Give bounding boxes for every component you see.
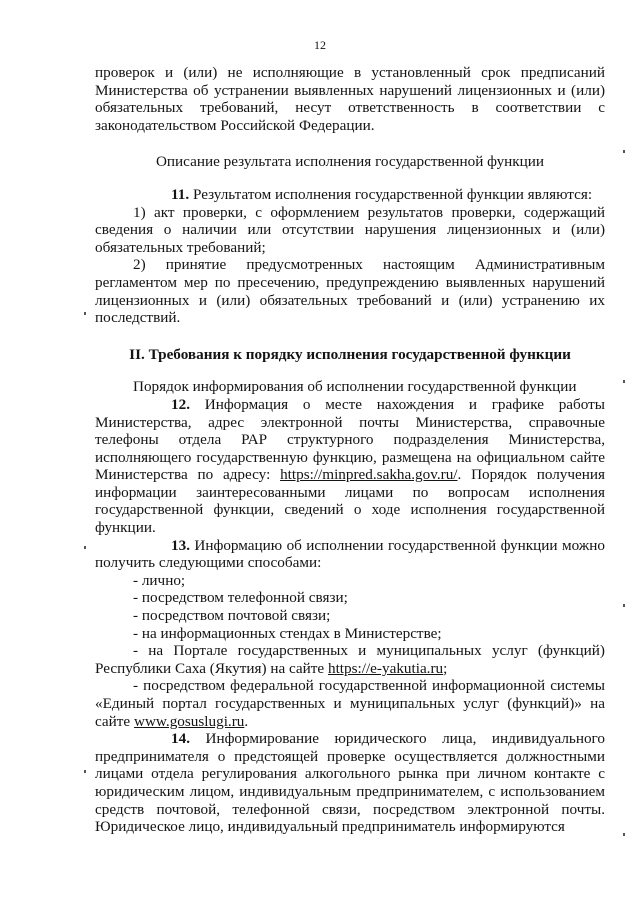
paragraph-number: 14.: [171, 730, 190, 748]
list-item-epgu: - посредством федеральной государственной информационной системы «Единый портал государственных и муниципальных услуг (функций)» на сайте www.gosuslugi.ru.: [95, 677, 605, 730]
paragraph-text: Информацию об исполнении государственной функции можно получить следующими способами:: [95, 536, 605, 572]
scan-speck: [84, 770, 86, 773]
scan-speck: [623, 380, 625, 383]
gosuslugi-link[interactable]: www.gosuslugi.ru: [133, 712, 245, 730]
paragraph-text: Информация о месте нахождения и графике работы Министерства, адрес электронной почты Министерства, справочные телефоны отдела РАР структурного подразделения Министерства, исполняющего государственную функцию, размещена на официальном сайте Министерства по адресу:: [95, 395, 606, 484]
paragraph-text-end: . Порядок получения информации заинтересованными лицами по вопросам исполнения государственной функции, сведений о ходе исполнения государственной функции.: [95, 466, 606, 537]
paragraph-text: Результатом исполнения государственной функции являются:: [192, 185, 593, 203]
list-item: - посредством телефонной связи;: [133, 589, 348, 607]
ministry-site-link[interactable]: https://minpred.sakha.gov.ru/: [280, 466, 458, 484]
list-item: - на информационных стендах в Министерстве;: [133, 624, 442, 642]
list-item: - лично;: [133, 571, 186, 589]
paragraph-number: 11.: [171, 185, 190, 203]
page-number: 12: [314, 38, 326, 52]
document-body: [95, 64, 605, 836]
paragraph-13: [95, 537, 605, 572]
paragraph-number: 13.: [171, 536, 190, 554]
info-subheading: Порядок информирования об исполнении государственной функции: [133, 378, 577, 396]
paragraph-14: [95, 730, 605, 836]
list-item: - посредством почтовой связи;: [133, 607, 331, 625]
intro-paragraph: проверок и (или) не исполняющие в установленный срок предписаний Министерства об устранении выявленных нарушений лицензионных и (или) обязательных требований, несут ответственность в соответствии с законодательством Российской Федерации.: [95, 64, 605, 134]
scan-speck: [623, 150, 625, 153]
result-heading: Описание результата исполнения государственной функции: [155, 153, 545, 171]
section-heading: II. Требования к порядку исполнения государственной функции: [129, 345, 571, 363]
list-item: 2) принятие предусмотренных настоящим Административным регламентом мер по пресечению, предупреждению выявленных нарушений лицензионных и (или) обязательных требований и (или) устранению их последствий.: [95, 256, 605, 327]
scan-speck: [623, 833, 625, 836]
scan-speck: [623, 604, 625, 607]
list-item-portal: - на Портале государственных и муниципальных услуг (функций) Республики Саха (Якутия) на сайте https://e-yakutia.ru;: [95, 642, 605, 677]
paragraph-number: 12.: [171, 395, 190, 413]
scan-speck: [84, 546, 86, 549]
scan-speck: [84, 312, 86, 315]
paragraph-12: [95, 396, 605, 537]
list-item: 1) акт проверки, с оформлением результатов проверки, содержащий сведения о наличии или отсутствии нарушения лицензионных и (или) обязательных требований;: [95, 203, 605, 256]
e-yakutia-link[interactable]: https://e-yakutia.ru: [327, 659, 444, 677]
paragraph-11: [95, 186, 605, 204]
paragraph-text: Информирование юридического лица, индивидуального предпринимателя о предстоящей проверке осуществляется должностными лицами отдела регулирования алкогольного рынка при личном контакте с юридическим лицом, индивидуальным предпринимателем, с использованием средств почтовой, телефонной связи, посредством электронной почты. Юридическое лицо, индивидуальный предприниматель информируются: [95, 730, 606, 836]
